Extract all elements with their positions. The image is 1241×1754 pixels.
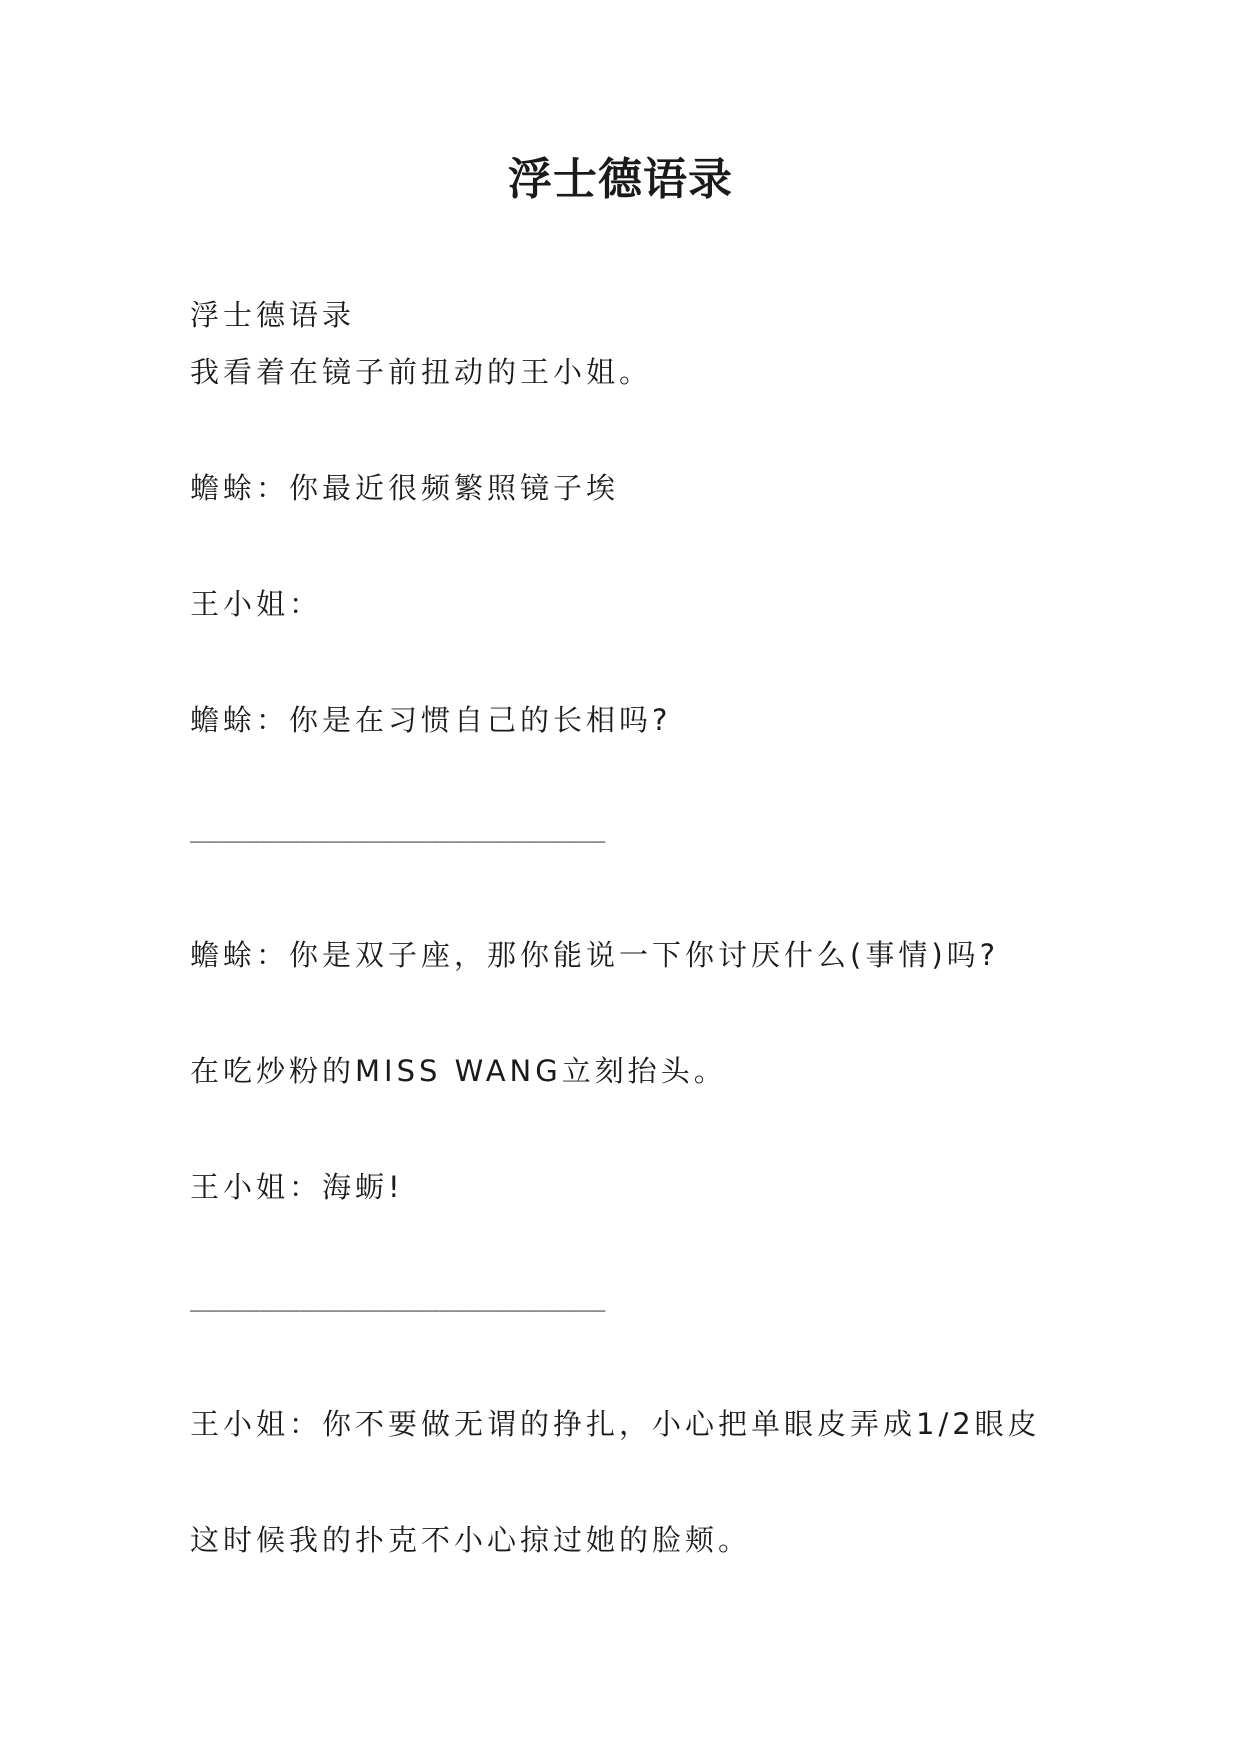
body-line: 王小姐：海蛎!: [190, 1170, 404, 1204]
body-line: 这时候我的扑克不小心掠过她的脸颊。: [190, 1523, 752, 1557]
separator-line: ______________________________: [190, 1286, 606, 1312]
body-line: 王小姐：你不要做无谓的挣扎，小心把单眼皮弄成1/2眼皮: [190, 1407, 1041, 1441]
document-title: 浮士德语录: [508, 154, 733, 205]
body-line: 我看着在镜子前扭动的王小姐。: [190, 355, 653, 389]
body-line: 蟾蜍：你是双子座，那你能说一下你讨厌什么(事情)吗?: [190, 938, 1000, 972]
separator-line: ______________________________: [190, 817, 606, 843]
body-line-heading: 浮士德语录: [190, 298, 356, 332]
body-line: 王小姐：: [190, 587, 323, 621]
body-line: 在吃炒粉的MISS WANG立刻抬头。: [190, 1054, 727, 1088]
body-line: 蟾蜍：你最近很频繁照镜子埃: [190, 471, 620, 505]
body-line: 蟾蜍：你是在习惯自己的长相吗?: [190, 703, 672, 737]
